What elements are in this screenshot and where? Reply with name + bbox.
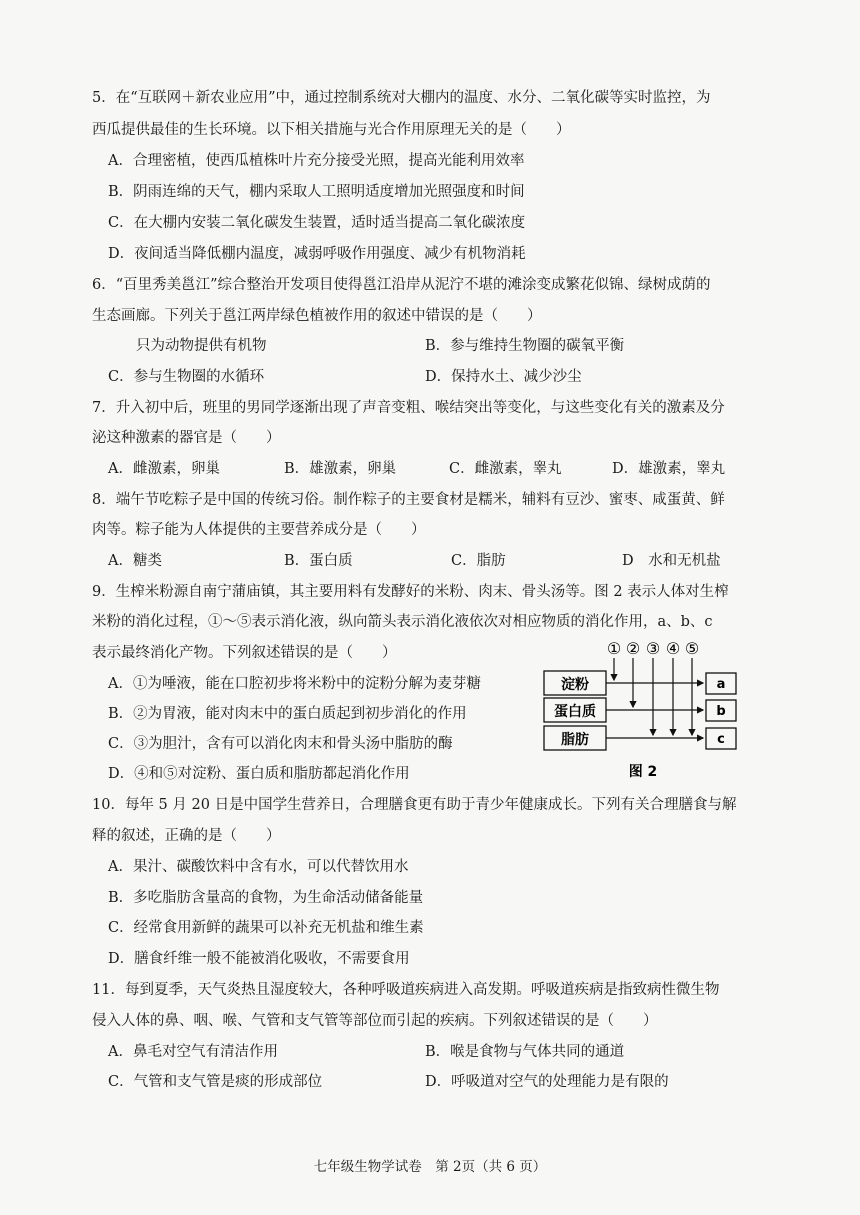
q10-option-a: A．果汁、碳酸饮料中含有水，可以代替饮用水 xyxy=(108,859,409,875)
fig-label-fat: 脂肪 xyxy=(561,732,589,748)
fig-number-5: ⑤ xyxy=(684,640,700,658)
q7-option-d: D．雄激素，睾丸 xyxy=(612,461,726,477)
q6-option-b: B．参与维持生物圈的碳氧平衡 xyxy=(425,338,625,354)
fig-number-3: ③ xyxy=(645,640,661,658)
q9-stem-1: 9．生榨米粉源自南宁蒲庙镇，其主要用料有发酵好的米粉、肉末、骨头汤等。图 2 表示人体对生榨 xyxy=(92,584,729,600)
q9-option-d: D．④和⑤对淀粉、蛋白质和脂肪都起消化作用 xyxy=(108,766,410,782)
q8-option-c: C．脂肪 xyxy=(451,553,506,569)
q10-option-b: B．多吃脂肪含量高的食物，为生命活动储备能量 xyxy=(108,890,424,906)
q8-stem-1: 8．端午节吃粽子是中国的传统习俗。制作粽子的主要食材是糯米，辅料有豆沙、蜜枣、咸蛋黄、鲜 xyxy=(92,492,725,508)
q8-option-a: A．糖类 xyxy=(108,553,162,569)
digestion-diagram xyxy=(543,640,743,790)
page-footer: 七年级生物学试卷 第 2页（共 6 页） xyxy=(313,1159,547,1175)
q5-stem-1: 5．在“互联网＋新农业应用”中，通过控制系统对大棚内的温度、水分、二氧化碳等实时监控，为 xyxy=(92,90,711,106)
q7-stem-1: 7．升入初中后，班里的男同学逐渐出现了声音变粗、喉结突出等变化，与这些变化有关的激素及分 xyxy=(92,400,725,416)
fig-product-a: a xyxy=(716,677,726,692)
q8-stem-2: 肉等。粽子能为人体提供的主要营养成分是（ ） xyxy=(92,522,426,538)
q6-option-d: D．保持水土、减少沙尘 xyxy=(425,369,582,385)
q5-option-b: B．阴雨连绵的天气，棚内采取人工照明适度增加光照强度和时间 xyxy=(108,184,525,200)
q9-stem-2: 米粉的消化过程，①～⑤表示消化液，纵向箭头表示消化液依次对相应物质的消化作用，a、b、c xyxy=(92,614,713,630)
q7-option-b: B．雄激素，卵巢 xyxy=(284,461,397,477)
digestion-figure xyxy=(543,640,743,790)
q7-stem-2: 泌这种激素的器官是（ ） xyxy=(92,430,281,446)
q6-stem-2: 生态画廊。下列关于邕江两岸绿色植被作用的叙述中错误的是（ ） xyxy=(92,308,542,324)
q5-option-d: D．夜间适当降低棚内温度，减弱呼吸作用强度、减少有机物消耗 xyxy=(108,246,526,262)
q11-option-a: A．鼻毛对空气有清洁作用 xyxy=(108,1044,278,1060)
q11-option-b: B．喉是食物与气体共同的通道 xyxy=(425,1044,625,1060)
fig-product-b: b xyxy=(716,704,726,719)
fig-label-starch: 淀粉 xyxy=(561,677,589,693)
fig-number-1: ① xyxy=(606,640,622,658)
fig-label-protein: 蛋白质 xyxy=(554,704,596,720)
q8-option-b: B．蛋白质 xyxy=(284,553,353,569)
q6-option-c: C．参与生物圈的水循环 xyxy=(108,369,265,385)
q9-option-c: C．③为胆汁，含有可以消化肉末和骨头汤中脂肪的酶 xyxy=(108,736,453,752)
fig-number-4: ④ xyxy=(665,640,681,658)
q11-stem-2: 侵入人体的鼻、咽、喉、气管和支气管等部位而引起的疾病。下列叙述错误的是（ ） xyxy=(92,1013,658,1029)
q6-stem-1: 6．“百里秀美邕江”综合整治开发项目使得邕江沿岸从泥泞不堪的滩涂变成繁花似锦、绿树成荫的 xyxy=(92,277,711,293)
q11-option-d: D．呼吸道对空气的处理能力是有限的 xyxy=(425,1074,669,1090)
q9-stem-3: 表示最终消化产物。下列叙述错误的是（ ） xyxy=(92,645,397,661)
fig-number-2: ② xyxy=(625,640,641,658)
q5-stem-2: 西瓜提供最佳的生长环境。以下相关措施与光合作用原理无关的是（ ） xyxy=(92,122,571,138)
q6-option-a: 只为动物提供有机物 xyxy=(136,338,267,354)
q8-option-d: D 水和无机盐 xyxy=(622,553,721,569)
q7-option-a: A．雌激素，卵巢 xyxy=(108,461,220,477)
q9-option-a: A．①为唾液，能在口腔初步将米粉中的淀粉分解为麦芽糖 xyxy=(108,676,481,692)
q9-option-b: B．②为胃液，能对肉末中的蛋白质起到初步消化的作用 xyxy=(108,706,467,722)
q10-stem-1: 10．每年 5 月 20 日是中国学生营养日，合理膳食更有助于青少年健康成长。下列有关合理膳食与解 xyxy=(92,797,737,813)
q10-option-c: C．经常食用新鲜的蔬果可以补充无机盐和维生素 xyxy=(108,920,424,936)
q11-option-c: C．气管和支气管是痰的形成部位 xyxy=(108,1074,323,1090)
q7-option-c: C．雌激素，睾丸 xyxy=(449,461,562,477)
q5-option-a: A．合理密植，使西瓜植株叶片充分接受光照，提高光能利用效率 xyxy=(108,153,525,169)
fig-product-c: c xyxy=(717,732,725,747)
fig-caption: 图 2 xyxy=(628,764,658,780)
q10-option-d: D．膳食纤维一般不能被消化吸收，不需要食用 xyxy=(108,951,410,967)
q11-stem-1: 11．每到夏季，天气炎热且湿度较大，各种呼吸道疾病进入高发期。呼吸道疾病是指致病性微生物 xyxy=(92,982,720,998)
q5-option-c: C．在大棚内安装二氧化碳发生装置，适时适当提高二氧化碳浓度 xyxy=(108,215,526,231)
q10-stem-2: 释的叙述，正确的是（ ） xyxy=(92,828,281,844)
